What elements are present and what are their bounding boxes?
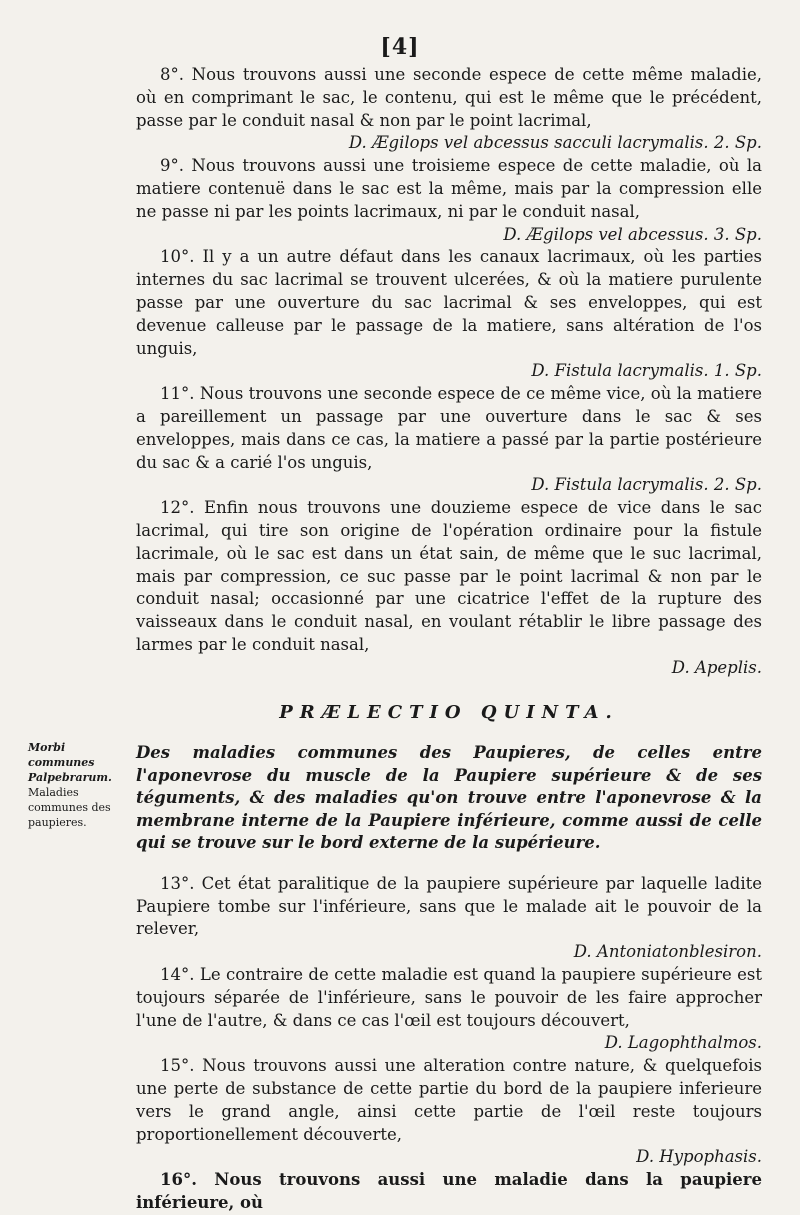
reference: D. Ægilops vel abcessus sacculi lacrymalis. 2. Sp.: [348, 133, 762, 153]
paragraph-9: 9°. Nous trouvons aussi une troisieme espece de cette maladie, où la matiere contenuë dans le sac est la même, mais par la compression elle ne passe ni par les points lacrimaux, ni par le conduit nasal, D. Ægilops vel abcessus. 3. Sp.: [136, 155, 762, 246]
paragraph-10: 10°. Il y a un autre défaut dans les canaux lacrimaux, où les parties internes du sac lacrimal se trouvent ulcerées, & où la matiere purulente passe par une ouverture du sac lacrimal & ses enveloppes, qui est devenue calleuse par le passage de la matiere, sans altération de l'os unguis, D. Fistula lacrymalis. 1. Sp.: [136, 246, 762, 383]
section-heading: PRÆLECTIO QUINTA.: [279, 701, 619, 723]
paragraph-14: 14°. Le contraire de cette maladie est quand la paupiere supérieure est toujours séparée de l'inférieure, sans le pouvoir de les faire approcher l'une de l'autre, & dans ce cas l'œil est toujours découvert, D. Lagophthalmos.: [136, 964, 762, 1055]
reference: D. Lagophthalmos.: [604, 1033, 762, 1053]
paragraph-8: 8°. Nous trouvons aussi une seconde espece de cette même maladie, où en comprimant le sac, le contenu, qui est le même que le précédent, passe par le conduit nasal & non par le point lacrimal, D. Ægilops vel abcessus sacculi lacrymalis. 2. Sp.: [136, 64, 762, 155]
paragraph-11: 11°. Nous trouvons une seconde espece de ce même vice, où la matiere a pareillement un passage par une ouverture dans le sac & ses enveloppes, mais dans ce cas, la matiere a passé par la partie postérieure du sac & a carié l'os unguis, D. Fistula lacrymalis. 2. Sp.: [136, 383, 762, 497]
section-subtitle: Des maladies communes des Paupieres, de celles entre l'aponevrose du muscle de la Paupiere supérieure & de ses téguments, & des maladies qu'on trouve entre l'aponevrose & la membrane interne de la Paupiere inférieure, comme aussi de celle qui se trouve sur le bord externe de la supérieure.: [136, 743, 762, 853]
reference: D. Fistula lacrymalis. 2. Sp.: [531, 475, 762, 495]
page-number: [4]: [380, 34, 420, 60]
reference: D. Apeplis.: [671, 657, 762, 677]
paragraph-13: 13°. Cet état paralitique de la paupiere supérieure par laquelle ladite Paupiere tombe sur l'inférieure, sans que le malade ait le pouvoir de la relever, D. Antoniatonblesiron.: [136, 873, 762, 964]
margin-note: [28, 740, 130, 830]
reference: D. Ægilops vel abcessus. 3. Sp.: [503, 224, 762, 244]
reference: D. Antoniatonblesiron.: [573, 942, 762, 962]
paragraph-16: 16°. Nous trouvons aussi une maladie dans la paupiere inférieure, où: [136, 1170, 762, 1212]
reference: D. Hypophasis.: [636, 1147, 762, 1167]
reference: D. Fistula lacrymalis. 1. Sp.: [531, 361, 762, 381]
margin-note-latin: Morbi communes Palpebrarum.: [28, 741, 112, 784]
main-text: [136, 64, 762, 1215]
margin-note-french: Maladies communes des paupieres.: [28, 786, 111, 829]
paragraph-12: 12°. Enfin nous trouvons une douzieme espece de vice dans le sac lacrimal, qui tire son origine de l'opération ordinaire pour la fistule lacrimale, où le sac est dans un état sain, de même que le suc lacrimal, mais par compression, ce suc passe par le point lacrimal & non par le conduit nasal; occasionné par une cicatrice l'effet de la rupture des vaisseaux dans le conduit nasal, en voulant rétablir le libre passage des larmes par le conduit nasal, D. Apeplis.: [136, 497, 762, 679]
paragraph-15: 15°. Nous trouvons aussi une alteration contre nature, & quelquefois une perte de substance de cette partie du bord de la paupiere inferieure vers le grand angle, ainsi cette partie de l'œil reste toujours proportionellement découverte, D. Hypophasis.: [136, 1055, 762, 1169]
